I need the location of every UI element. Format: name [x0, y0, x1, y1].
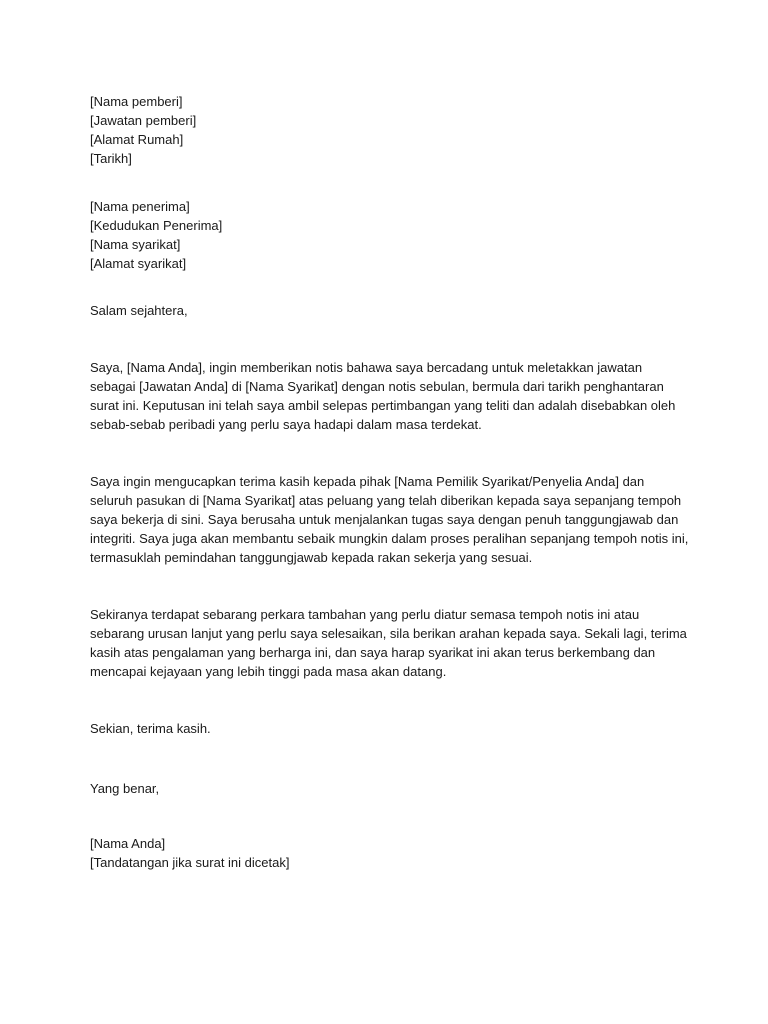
- closing-thanks: Sekian, terima kasih.: [90, 721, 211, 736]
- sender-address: [Alamat Rumah]: [90, 132, 184, 147]
- signature-block: [90, 834, 690, 872]
- recipient-address: [Alamat syarikat]: [90, 256, 187, 271]
- body-paragraph-3: Sekiranya terdapat sebarang perkara tambahan yang perlu diatur semasa tempoh notis ini atau sebarang urusan lanjut yang perlu saya selesaikan, sila berikan arahan kepada saya. Sekali lagi, terima kasih atas pengalaman yang berharga ini, dan saya harap syarikat ini akan terus berkembang dan mencapai kejayaan yang lebih tinggi pada masa akan datang.: [90, 607, 687, 679]
- letter-body: [90, 92, 690, 872]
- body-paragraph-1: Saya, [Nama Anda], ingin memberikan notis bahawa saya bercadang untuk meletakkan jawatan sebagai [Jawatan Anda] di [Nama Syarikat] dengan notis sebulan, bermula dari tarikh penghantaran surat ini. Keputusan ini telah saya ambil selepas pertimbangan yang teliti dan adalah disebabkan oleh sebab-sebab peribadi yang perlu saya hadapi dalam masa terdekat.: [90, 360, 676, 432]
- recipient-block: [90, 197, 690, 273]
- sign-off: Yang benar,: [90, 781, 160, 796]
- greeting: Salam sejahtera,: [90, 303, 188, 318]
- signature-note: [Tandatangan jika surat ini dicetak]: [90, 855, 290, 870]
- body-paragraph-2: Saya ingin mengucapkan terima kasih kepada pihak [Nama Pemilik Syarikat/Penyelia Anda] dan seluruh pasukan di [Nama Syarikat] atas peluang yang telah diberikan kepada saya sepanjang tempoh saya bekerja di sini. Saya berusaha untuk menjalankan tugas saya dengan penuh tanggungjawab dan integriti. Saya juga akan membantu sebaik mungkin dalam proses peralihan sepanjang tempoh notis ini, termasuklah pemindahan tanggungjawab kepada rakan sekerja yang sesuai.: [90, 474, 689, 565]
- recipient-position: [Kedudukan Penerima]: [90, 218, 223, 233]
- signature-name: [Nama Anda]: [90, 836, 166, 851]
- sender-block: [90, 92, 690, 168]
- recipient-name: [Nama penerima]: [90, 199, 190, 214]
- sender-name: [Nama pemberi]: [90, 94, 183, 109]
- sender-position: [Jawatan pemberi]: [90, 113, 197, 128]
- recipient-company: [Nama syarikat]: [90, 237, 181, 252]
- letter-date: [Tarikh]: [90, 151, 132, 166]
